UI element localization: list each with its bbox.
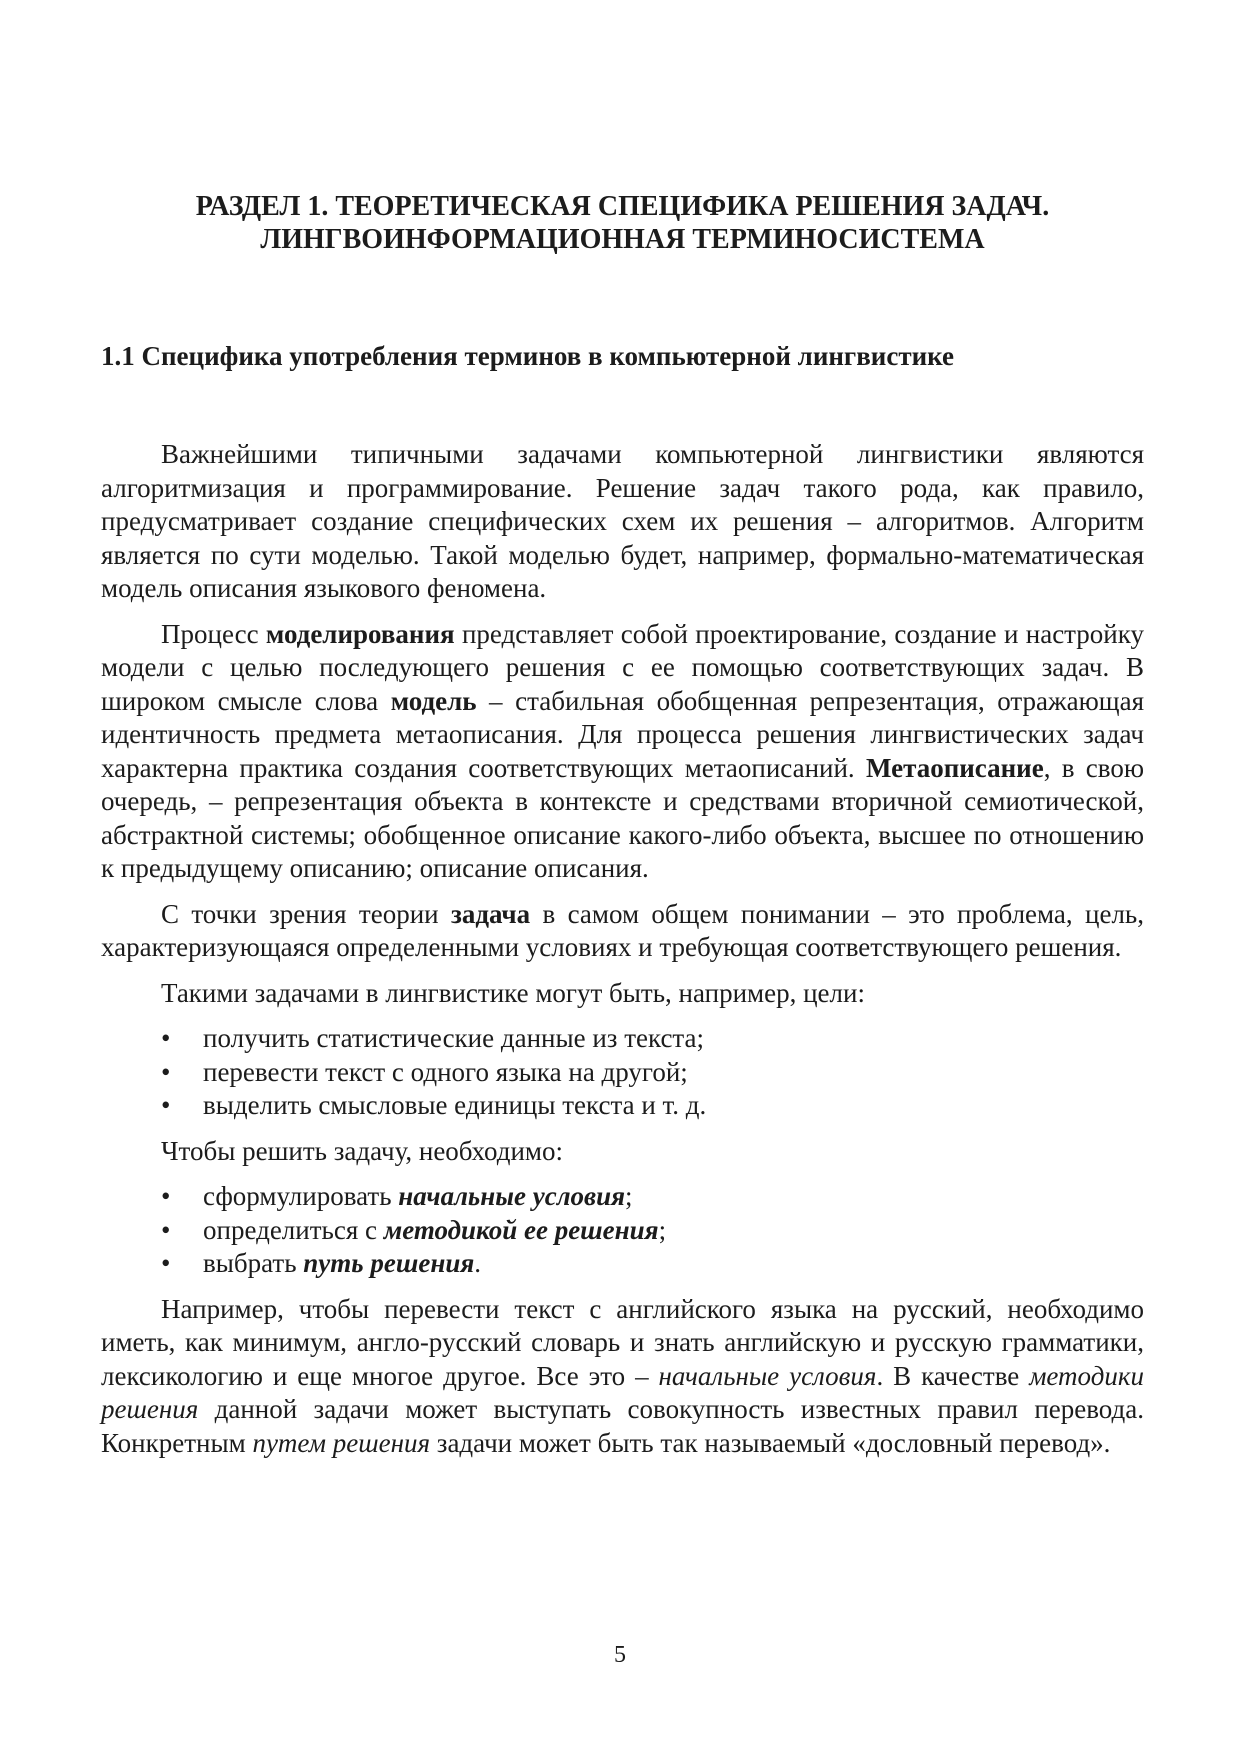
paragraph-6-text-g: задачи может быть так называемый «дословный перевод».: [430, 1427, 1111, 1458]
italic-solution-method: методики решения: [101, 1360, 1144, 1424]
list-item: [101, 1180, 1144, 1214]
term-model: модель: [390, 685, 477, 716]
list-item: • получить статистические данные из текста;: [101, 1022, 1144, 1056]
italic-solution-path: путем решения: [252, 1427, 431, 1458]
term-initial-conditions: начальные условия: [398, 1181, 626, 1211]
section-title: 1.1 Специфика употребления терминов в компьютерной лингвистике: [101, 341, 955, 371]
paragraph-3-text-c: в самом общем понимании – это проблема, цель, характеризующаяся определенными условиях и требующая соответствующего решения.: [101, 898, 1144, 962]
term-solution-path: путь решения: [303, 1248, 475, 1278]
term-solution-method: методикой ее решения: [383, 1214, 659, 1245]
term-task: задача: [450, 898, 531, 929]
paragraph-4: Такими задачами в лингвистике могут быть, например, цели:: [161, 977, 865, 1008]
italic-initial-conditions: начальные условия: [658, 1360, 877, 1391]
list-item-end: .: [474, 1248, 481, 1278]
paragraph-2-text-a: Процесс: [161, 618, 266, 649]
list-item-end: ;: [658, 1214, 667, 1245]
requirements-list: [101, 1180, 1144, 1281]
paragraph-2-text-c: представляет собой проектирование, создание и настройку модели с целью последующего решения с ее помощью соответствующих задач. В широком смысле слова: [101, 618, 1144, 716]
list-item-text: определиться с: [203, 1214, 384, 1245]
paragraph-2-text-e: – стабильная обобщенная репрезентация, отражающая идентичность предмета метаописания. Для процесса решения лингвистических задач характерна практика создания соответствующих метаописаний.: [101, 685, 1144, 783]
list-item-end: ;: [625, 1181, 633, 1211]
chapter-title-line-2: ЛИНГВОИНФОРМАЦИОННАЯ ТЕРМИНОСИСТЕМА: [260, 224, 985, 255]
paragraph-6-text-e: данной задачи может выступать совокупность известных правил перевода. Конкретным: [101, 1394, 1144, 1458]
paragraph-6-text-a: Например, чтобы перевести текст с английского языка на русский, необходимо иметь, как минимум, англо-русский словарь и знать английскую и русскую грамматики, лексикологию и еще многое другое. Все это –: [101, 1293, 1144, 1391]
list-item: • выделить смысловые единицы текста и т. д.: [101, 1089, 1144, 1123]
paragraph-2-text-g: , в свою очередь, – репрезентация объекта в контексте и средствами вторичной семиотической, абстрактной системы; обобщенное описание какого-либо объекта, высшее по отношению к предыдущему описанию; описание описания.: [101, 752, 1145, 883]
list-item: [101, 1214, 1144, 1248]
paragraph-3-text-a: С точки зрения теории: [161, 898, 451, 929]
term-modeling: моделирования: [265, 618, 455, 649]
paragraph-5: Чтобы решить задачу, необходимо:: [161, 1135, 563, 1166]
goals-list: [101, 1022, 1144, 1123]
paragraph-6-text-c: . В качестве: [876, 1360, 1030, 1391]
paragraph-3: [101, 898, 1144, 965]
page-number: 5: [614, 1642, 626, 1668]
paragraph-2: [101, 618, 1144, 886]
list-item: [101, 1247, 1144, 1281]
list-item-text: выбрать: [203, 1248, 304, 1278]
chapter-title: [101, 190, 1144, 256]
paragraph-6: [101, 1293, 1144, 1461]
body-text: [101, 438, 1144, 1460]
term-metadescription: Метаописание: [865, 752, 1044, 783]
chapter-title-line-1: РАЗДЕЛ 1. ТЕОРЕТИЧЕСКАЯ СПЕЦИФИКА РЕШЕНИЯ ЗАДАЧ.: [195, 191, 1050, 222]
list-item-text: сформулировать: [203, 1181, 399, 1211]
paragraph-1: Важнейшими типичными задачами компьютерной лингвистики являются алгоритмизация и программирование. Решение задач такого рода, как правило, предусматривает создание специфических схем их решения – алгоритмов. Алгоритм является по сути моделью. Такой моделью будет, например, формально-математическая модель описания языкового феномена.: [101, 439, 1144, 603]
list-item: • перевести текст с одного языка на другой;: [101, 1056, 1144, 1090]
